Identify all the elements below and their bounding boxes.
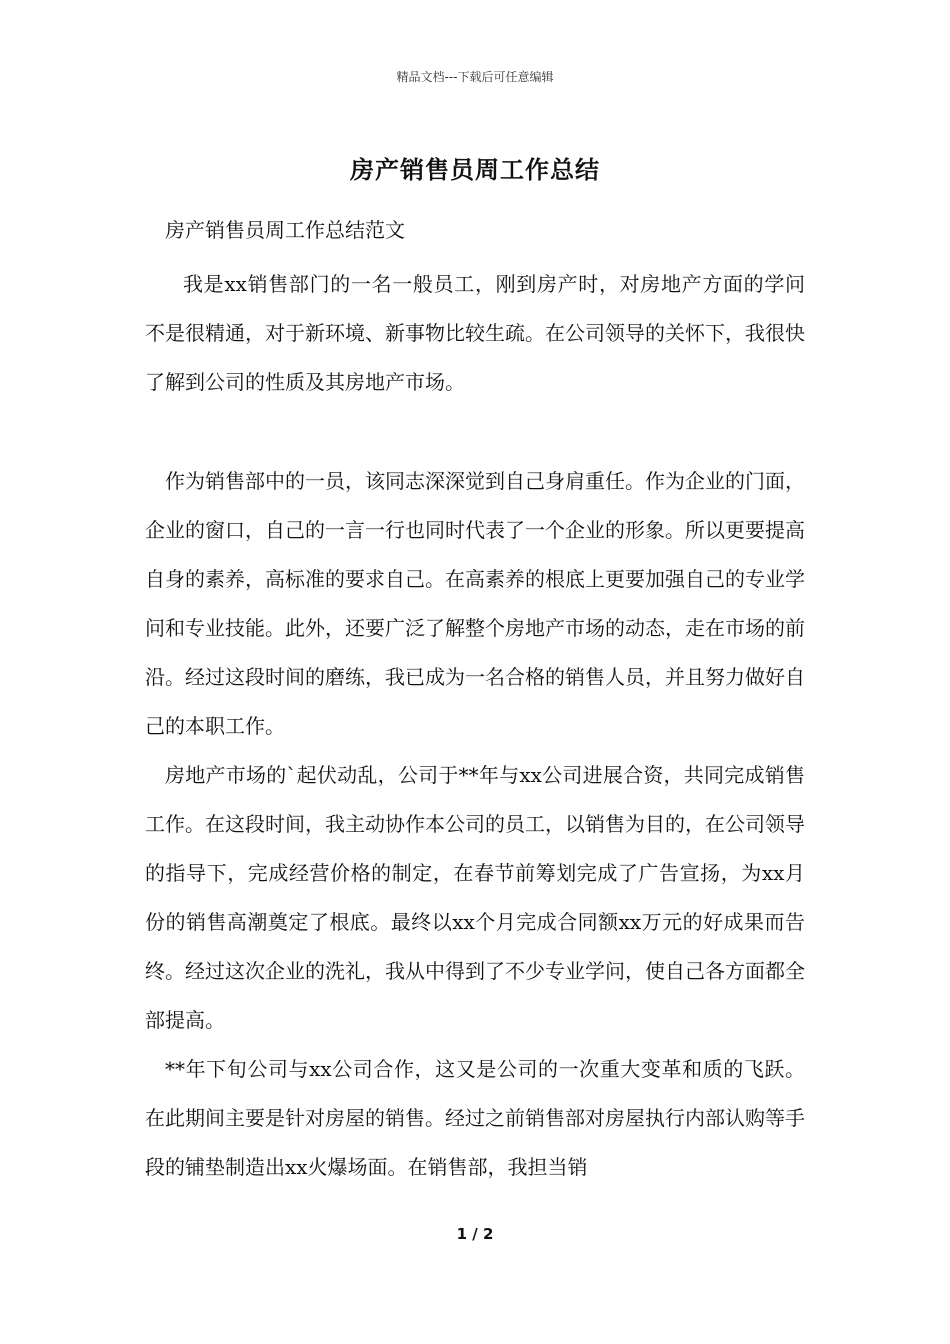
page-number: 1 / 2: [456, 1225, 494, 1243]
document-title: 房产销售员周工作总结: [350, 155, 600, 184]
paragraph-1: 我是xx销售部门的一名一般员工，刚到房产时，对房地产方面的学问不是很精通，对于新环境、新事物比较生疏。在公司领导的关怀下，我很快了解到公司的性质及其房地产市场。: [145, 272, 805, 394]
document-body: [145, 206, 805, 1192]
header-note: 精品文档---下载后可任意编辑: [396, 70, 554, 84]
paragraph-2: 作为销售部中的一员，该同志深深觉到自己身肩重任。作为企业的门面，企业的窗口，自己的一言一行也同时代表了一个企业的形象。所以更要提高自身的素养，高标准的要求自己。在高素养的根底上更要加强自己的专业学问和专业技能。此外，还要广泛了解整个房地产市场的动态，走在市场的前沿。经过这段时间的磨练，我已成为一名合格的销售人员，并且努力做好自己的本职工作。: [145, 469, 805, 738]
document-subtitle: 房产销售员周工作总结范文: [165, 218, 405, 242]
paragraph-3: 房地产市场的`起伏动乱，公司于**年与xx公司进展合资，共同完成销售工作。在这段时间，我主动协作本公司的员工，以销售为目的，在公司领导的指导下，完成经营价格的制定，在春节前筹划完成了广告宣扬，为xx月份的销售高潮奠定了根底。最终以xx个月完成合同额xx万元的好成果而告终。经过这次企业的洗礼，我从中得到了不少专业学问，使自己各方面都全部提高。: [145, 763, 805, 1032]
paragraph-4: **年下旬公司与xx公司合作，这又是公司的一次重大变革和质的飞跃。在此期间主要是针对房屋的销售。经过之前销售部对房屋执行内部认购等手段的铺垫制造出xx火爆场面。在销售部，我担当销: [145, 1057, 805, 1179]
